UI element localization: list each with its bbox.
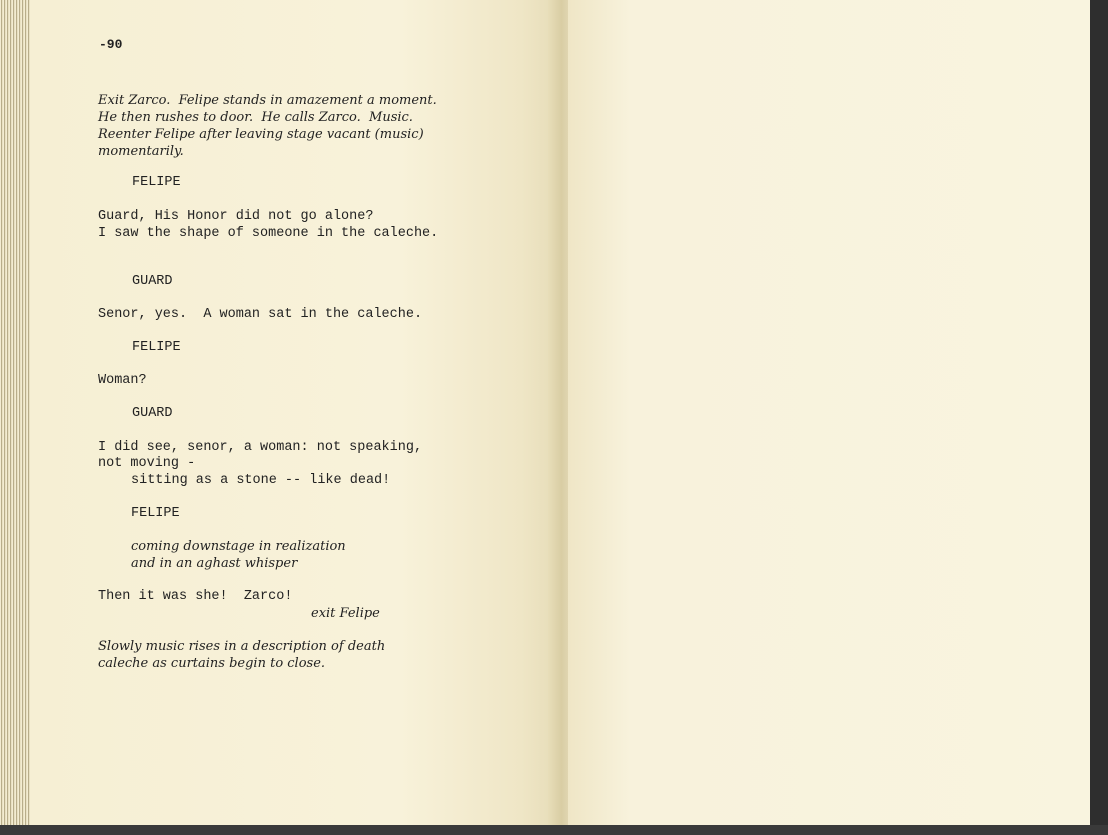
dialogue-line: not moving -	[98, 456, 196, 471]
dialogue-line: Guard, His Honor did not go alone?	[98, 209, 374, 224]
dialogue-line: Senor, yes. A woman sat in the caleche.	[98, 307, 423, 322]
stage-direction: Slowly music rises in a description of death	[98, 639, 386, 654]
stage-direction: caleche as curtains begin to close.	[98, 656, 326, 671]
dialogue-line: Then it was she! Zarco!	[98, 589, 293, 604]
stage-direction: Reenter Felipe after leaving stage vacant (music)	[98, 127, 424, 142]
dialogue-line: Woman?	[98, 373, 147, 388]
dialogue-line: I did see, senor, a woman: not speaking,	[98, 440, 423, 455]
speaker-name: FELIPE	[132, 175, 181, 190]
stage-direction: exit Felipe	[311, 606, 380, 621]
stage-direction: momentarily.	[98, 144, 184, 159]
dialogue-line: sitting as a stone -- like dead!	[131, 473, 391, 488]
speaker-name: FELIPE	[132, 340, 181, 355]
page-number: -90	[99, 37, 123, 52]
speaker-name: GUARD	[132, 406, 173, 421]
right-page-blank	[568, 0, 1090, 835]
stage-direction: coming downstage in realization	[131, 539, 346, 554]
background-bottom	[0, 825, 1108, 835]
speaker-name: GUARD	[132, 274, 173, 289]
stage-direction: He then rushes to door. He calls Zarco. Music.	[98, 110, 413, 125]
stage-direction: Exit Zarco. Felipe stands in amazement a moment.	[98, 93, 437, 108]
stage-direction: and in an aghast whisper	[131, 556, 298, 571]
background-edge	[1090, 0, 1108, 835]
dialogue-line: I saw the shape of someone in the caleche.	[98, 226, 439, 241]
speaker-name: FELIPE	[131, 506, 180, 521]
